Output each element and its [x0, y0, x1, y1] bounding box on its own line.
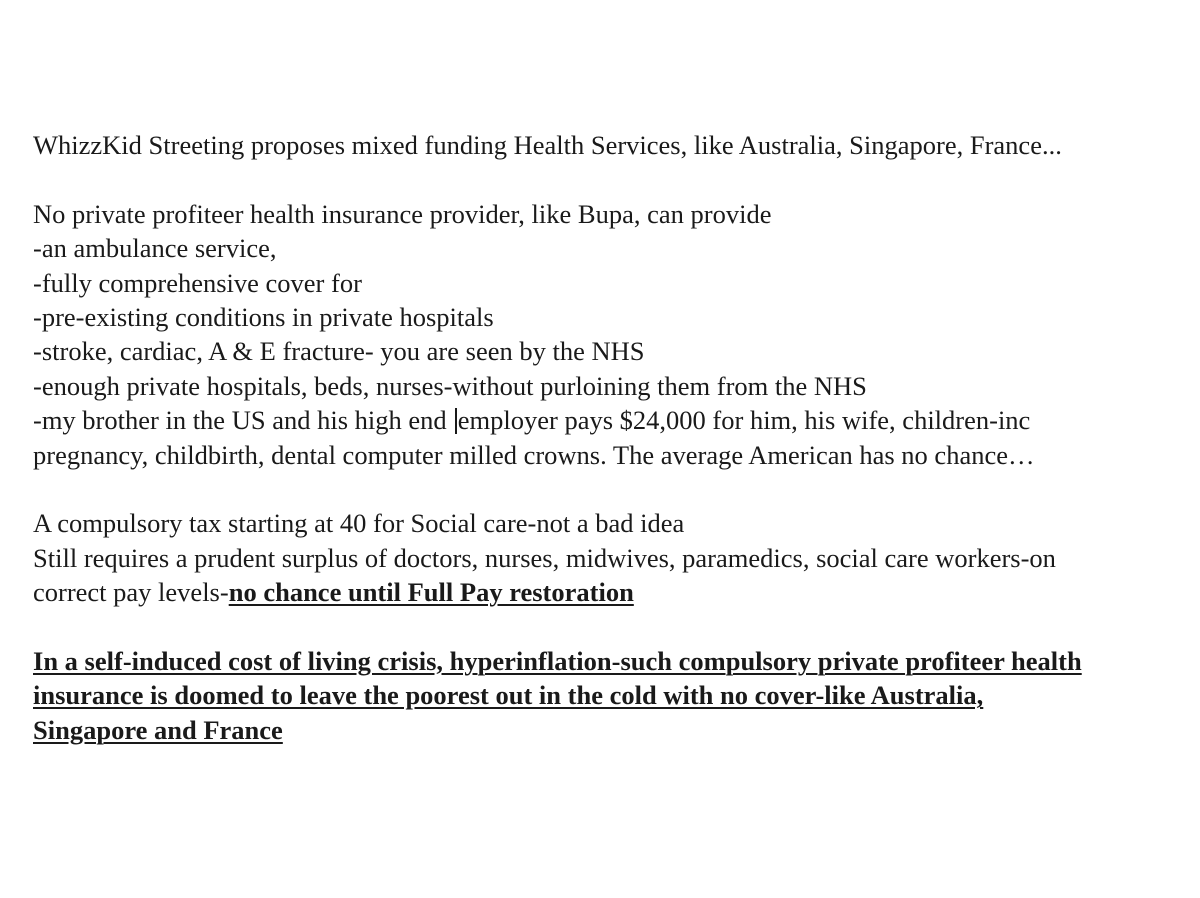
emphasis-text: In a self-induced cost of living crisis, hyperinflation-such compulsory private profiteer health [33, 645, 1082, 676]
list-item: -enough private hospitals, beds, nurses-without purloining them from the NHS [33, 370, 867, 401]
blank-line [33, 472, 1200, 506]
list-item: -stroke, cardiac, A & E fracture- you are seen by the NHS [33, 336, 645, 367]
paragraph-tax-line: Still requires a prudent surplus of doctors, nurses, midwives, paramedics, social care workers-on [33, 542, 1056, 573]
paragraph-intro: WhizzKid Streeting proposes mixed funding Health Services, like Australia, Singapore, France... [33, 130, 1062, 160]
plain-text: correct pay levels- [33, 577, 229, 608]
list-intro: No private profiteer health insurance provider, like Bupa, can provide [33, 198, 772, 229]
list-item: -pre-existing conditions in private hospitals [33, 301, 494, 332]
paragraph-tax-line [33, 575, 1200, 609]
text-cursor [455, 408, 457, 434]
document-body[interactable] [33, 128, 1200, 747]
blank-line [33, 609, 1200, 643]
paragraph-tax: A compulsory tax starting at 40 for Social care-not a bad idea [33, 508, 685, 539]
list-item-brother [33, 403, 1200, 437]
text-before-caret: -my brother in the US and his high end [33, 405, 454, 436]
conclusion-line [33, 644, 1200, 678]
list-item-continuation: pregnancy, childbirth, dental computer milled crowns. The average American has no chance… [33, 439, 1035, 470]
emphasis-text: no chance until Full Pay restoration [228, 577, 634, 608]
text-after-caret: employer pays $24,000 for him, his wife, children-inc [457, 405, 1031, 436]
conclusion-line [33, 713, 1200, 747]
blank-line [33, 162, 1200, 196]
emphasis-text: insurance is doomed to leave the poorest out in the cold with no cover-like Australia, [33, 680, 984, 711]
conclusion-line [33, 678, 1200, 712]
list-item: -an ambulance service, [33, 233, 277, 264]
emphasis-text: Singapore and France [33, 714, 283, 745]
list-item: -fully comprehensive cover for [33, 267, 362, 298]
